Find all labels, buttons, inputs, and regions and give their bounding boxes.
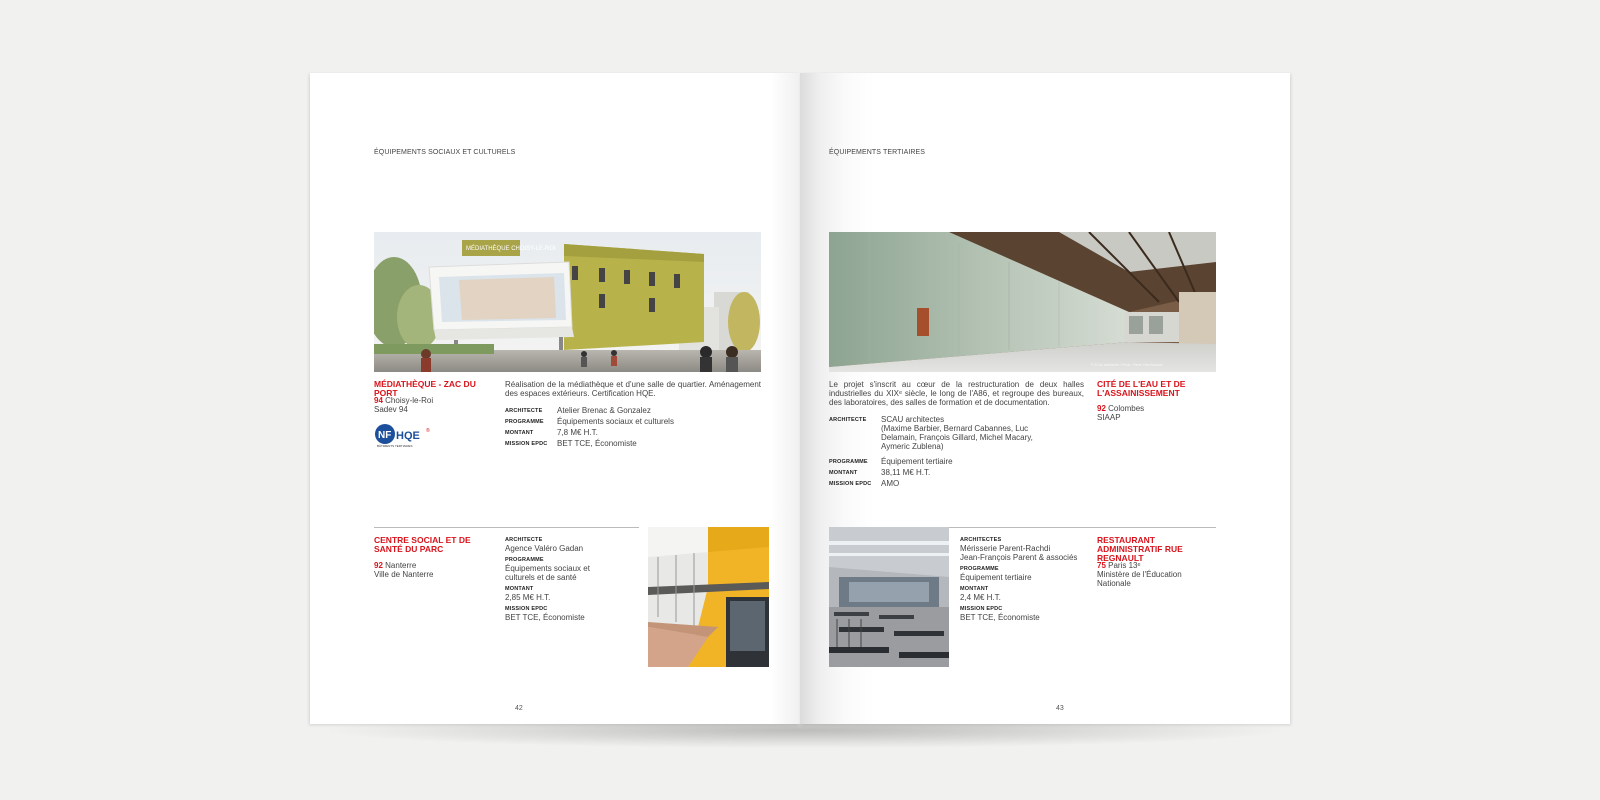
spec-label: MISSION EPDC <box>960 606 1003 612</box>
section-title-right: ÉQUIPEMENTS TERTIAIRES <box>829 149 926 156</box>
spec-value: SCAU architectes <box>881 415 945 424</box>
spec-label: MISSION EPDC <box>505 441 548 447</box>
city: Nanterre <box>385 561 417 570</box>
client: Ville de Nanterre <box>374 570 434 579</box>
nf-hqe-logo <box>374 424 434 448</box>
spec-label: ARCHITECTES <box>960 537 1002 543</box>
dept-number: 94 <box>374 396 383 405</box>
specs-cite <box>829 415 1079 490</box>
spec-label: ARCHITECTE <box>829 417 867 423</box>
project-title-mediatheque: MÉDIATHÈQUE - ZAC DU PORT <box>374 379 476 398</box>
spec-label: PROGRAMME <box>505 557 544 563</box>
project-location-centre-social <box>374 561 433 579</box>
project-title-restaurant: RESTAURANT ADMINISTRATIF RUE REGNAULT <box>1097 535 1183 563</box>
spec-value: 7,8 M€ H.T. <box>557 428 598 437</box>
spec-row-programme <box>505 417 761 426</box>
divider <box>374 527 639 528</box>
spec-label: PROGRAMME <box>829 459 868 465</box>
specs-centre-social <box>505 537 617 626</box>
spec-label: MISSION EPDC <box>505 606 548 612</box>
spec-row-montant <box>505 428 761 437</box>
spec-value: BET TCE, Économiste <box>557 439 637 448</box>
dept-number: 92 <box>1097 404 1106 413</box>
spec-value: Équipement tertiaire <box>881 457 953 466</box>
project-title-centre-social: CENTRE SOCIAL ET DE SANTÉ DU PARC <box>374 535 471 554</box>
hqe-text: HQE <box>396 430 420 442</box>
specs-mediatheque <box>505 406 761 450</box>
dept-number: 75 <box>1097 561 1106 570</box>
spec-value: BET TCE, Économiste <box>505 613 585 622</box>
spec-value: Mérisserie Parent-Rachdi <box>960 544 1051 553</box>
project-title-cite: CITÉ DE L'EAU ET DE L'ASSAINISSEMENT <box>1097 379 1186 398</box>
page-number-left: 42 <box>515 705 523 712</box>
spec-value: Jean-François Parent & associés <box>960 553 1078 562</box>
logo-subtitle: BÂTIMENTS TERTIAIRES <box>377 444 413 448</box>
client: Ministère de l'Éducation Nationale <box>1097 570 1182 588</box>
spec-value: Agence Valéro Gadan <box>505 544 584 553</box>
spec-label: ARCHITECTE <box>505 408 543 414</box>
city: Paris 13ᵉ <box>1108 561 1141 570</box>
project-description-cite: Le projet s'inscrit au cœur de la restructuration de deux halles industrielles du XIXᵉ siècle, le long de l'A86, et regroupe des bureaux, des laboratoires, des salles de formation et de documentation. <box>829 380 1084 408</box>
nf-text: NF <box>378 430 392 441</box>
spec-row-architecte <box>829 415 1079 451</box>
spec-label: MONTANT <box>960 586 989 592</box>
city: Colombes <box>1108 404 1145 413</box>
spec-value: BET TCE, Économiste <box>960 613 1040 622</box>
spec-row-programme <box>829 457 1079 466</box>
spec-label: MONTANT <box>829 470 858 476</box>
spec-value: 2,85 M€ H.T. <box>505 593 551 602</box>
project-location-restaurant <box>1097 561 1217 588</box>
spec-value: 38,11 M€ H.T. <box>881 468 931 477</box>
spec-value: 2,4 M€ H.T. <box>960 593 1001 602</box>
spec-label: PROGRAMME <box>960 566 999 572</box>
spec-row-mission <box>505 439 761 448</box>
client: Sadev 94 <box>374 405 408 414</box>
section-title-left: ÉQUIPEMENTS SOCIAUX ET CULTURELS <box>374 149 516 156</box>
spec-value: AMO <box>881 479 900 488</box>
restaurant-image <box>829 527 949 667</box>
spec-label: MISSION EPDC <box>829 481 872 487</box>
project-description-mediatheque: Réalisation de la médiathèque et d'une salle de quartier. Aménagement des espaces extérieurs. Certification HQE. <box>505 380 761 399</box>
specs-restaurant <box>960 537 1080 626</box>
spec-row-architecte <box>505 406 761 415</box>
spec-value: Équipement tertiaire <box>960 573 1032 582</box>
spec-value-detail: (Maxime Barbier, Bernard Cabannes, Luc Delamain, François Gillard, Michel Macary, Aymeric Zublena) <box>881 424 1033 451</box>
photo-credit: © SCAU architectes / Photo : Pierre-Yves Brunaud <box>1091 363 1163 367</box>
cite-de-leau-image <box>829 232 1216 372</box>
page-number-right: 43 <box>1056 705 1064 712</box>
spec-label: MONTANT <box>505 586 534 592</box>
spec-row-mission <box>829 479 1079 488</box>
spec-label: MONTANT <box>505 430 534 436</box>
city: Choisy-le-Roi <box>385 396 434 405</box>
client: SIAAP <box>1097 413 1121 422</box>
spec-value: Atelier Brenac & Gonzalez <box>557 406 651 415</box>
mediatheque-image <box>374 232 761 372</box>
centre-social-image <box>648 527 769 667</box>
right-page <box>800 73 1290 724</box>
spec-value: Équipements sociaux et culturels <box>557 417 674 426</box>
spec-value: Équipements sociaux et culturels et de santé <box>505 564 590 582</box>
left-page <box>310 73 800 724</box>
project-location-cite <box>1097 404 1144 422</box>
spec-value-group <box>881 415 1056 451</box>
dept-number: 92 <box>374 561 383 570</box>
logo-reg: ® <box>426 428 430 434</box>
divider <box>949 527 1216 528</box>
project-location-mediatheque <box>374 396 433 414</box>
image-signage: MÉDIATHÈQUE CHOISY-LE-ROI <box>466 246 556 252</box>
spec-label: PROGRAMME <box>505 419 544 425</box>
spec-row-montant <box>829 468 1079 477</box>
spec-label: ARCHITECTE <box>505 537 543 543</box>
